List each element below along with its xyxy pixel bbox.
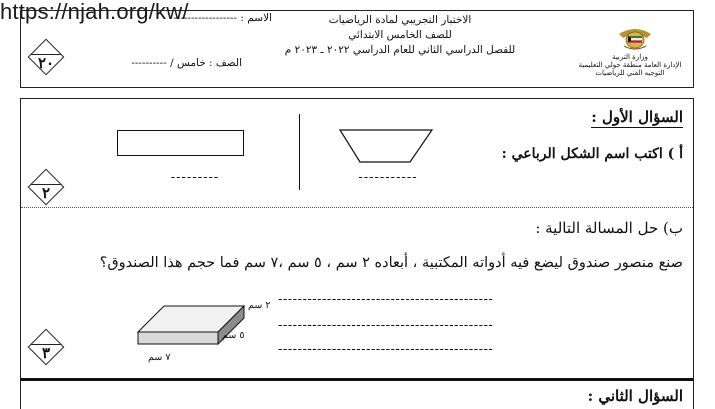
question2-title: السؤال الثاني : <box>587 387 683 405</box>
answer-line-1[interactable]: -------------------------------------------- <box>278 292 494 307</box>
answer-blank-trapezoid[interactable]: ----------- <box>358 170 418 185</box>
question-separator <box>21 378 693 381</box>
name-field: الاسم : ------------------ <box>173 12 272 24</box>
exam-term: للفصل الدراسي الثاني للعام الدراسي ٢٠٢٢ ـ ٢٠٢٣ م <box>284 44 516 56</box>
supervision-name: التوجيه الفني للرياضيات <box>595 69 665 77</box>
total-score-diamond <box>27 38 65 76</box>
directorate-name: الإدارة العامة منطقة حولي التعليمية <box>578 61 682 69</box>
kuwait-emblem-icon <box>615 26 655 50</box>
dimension-depth-label: ٥ سم <box>222 330 245 341</box>
section-separator <box>21 207 693 208</box>
answer-line-2[interactable]: -------------------------------------------- <box>278 318 494 333</box>
ministry-name: وزارة التربية <box>612 53 648 61</box>
trapezoid-shape <box>338 128 434 166</box>
question1-title: السؤال الأول : <box>591 108 683 126</box>
total-score: ٢٠ <box>37 54 55 72</box>
rectangle-shape <box>117 130 244 156</box>
dimension-length-label: ٧ سم <box>148 352 171 363</box>
part-b-problem: صنع منصور صندوق ليضع فيه أدواته المكتبية ، أبعاده ٢ سم ، ٥ سم ،٧ سم فما حجم هذا الصندوق؟ <box>99 255 683 271</box>
part-a-score-diamond <box>27 168 65 206</box>
part-a-prompt: أ ) اكتب اسم الشكل الرباعي : <box>501 146 683 162</box>
answer-line-3[interactable]: -------------------------------------------- <box>278 342 494 357</box>
part-b-score-diamond <box>27 328 65 366</box>
watermark-url: https://njah.org/kw/ <box>0 0 189 24</box>
shape-divider <box>299 114 300 190</box>
exam-grade: للصف الخامس الابتدائي <box>348 29 452 41</box>
part-b-score: ٣ <box>41 344 51 362</box>
answer-blank-rectangle[interactable]: --------- <box>170 170 220 185</box>
exam-title: الاختبار التجريبي لمادة الرياضيات <box>328 14 472 26</box>
part-a-score: ٢ <box>41 184 51 202</box>
class-field: الصف : خامس / ---------- <box>131 57 242 69</box>
dimension-height-label: ٢ سم <box>248 300 271 311</box>
part-b-title: ب) حل المسالة التالية : <box>535 219 683 237</box>
